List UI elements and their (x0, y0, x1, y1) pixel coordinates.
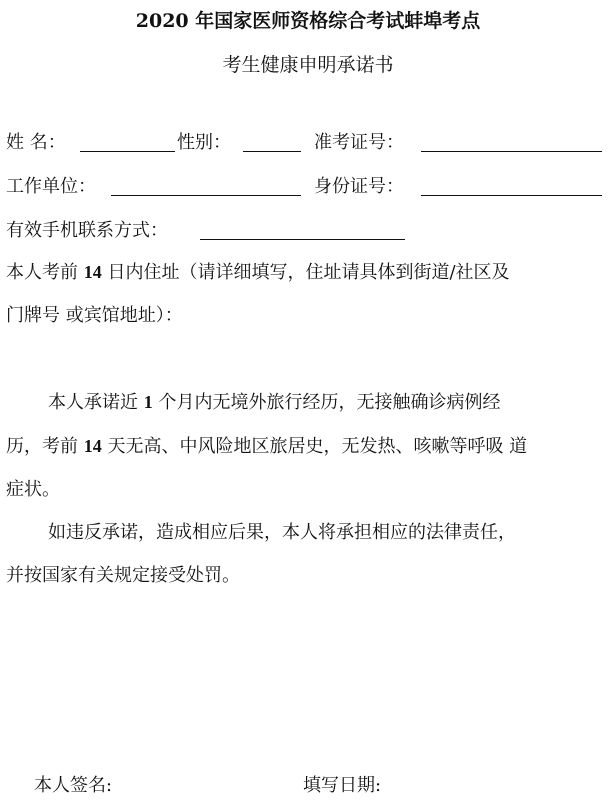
id-no-blank[interactable] (421, 177, 602, 196)
document-title-line1: 2020 年国家医师资格综合考试蚌埠考点 (135, 10, 481, 32)
gender-blank[interactable] (243, 133, 301, 152)
name-label: 姓 名： (6, 132, 66, 153)
address-suffix: 日内住址（请详细填写，住址请具体到街道/社区及 (101, 262, 510, 283)
name-blank[interactable] (80, 133, 175, 152)
pledge-line1-suffix: 个月内无境外旅行经历，无接触确诊病例经 (152, 392, 501, 413)
field-row-name (6, 130, 66, 156)
pledge-line1 (48, 389, 500, 416)
exam-no-label: 准考证号： (314, 132, 404, 153)
work-unit-label: 工作单位： (6, 176, 96, 197)
phone-blank[interactable] (200, 221, 405, 240)
pledge-line2-prefix: 历，考前 (6, 436, 84, 457)
pledge-line2 (6, 433, 527, 460)
phone-label: 有效手机联系方式： (6, 220, 168, 241)
gender-label: 性别： (177, 132, 231, 153)
pledge-line1-prefix: 本人承诺近 (48, 392, 144, 413)
date-label: 填写日期: (303, 775, 382, 796)
work-unit-blank[interactable] (111, 177, 301, 196)
address-days: 14 (83, 262, 102, 282)
violation-line2: 并按国家有关规定接受处罚。 (6, 565, 240, 586)
pledge-line2-suffix: 天无高、中风险地区旅居史，无发热、咳嗽等呼吸 道 (101, 436, 528, 457)
address-line1 (6, 259, 510, 286)
document-title-line2: 考生健康申明承诺书 (222, 54, 394, 76)
violation-line1: 如违反承诺，造成相应后果，本人将承担相应的法律责任， (48, 522, 516, 543)
address-line2: 门牌号 或宾馆地址）： (6, 305, 183, 326)
id-no-label: 身份证号： (314, 176, 404, 197)
pledge-line2-num: 14 (83, 436, 102, 456)
address-prefix: 本人考前 (6, 262, 84, 283)
exam-no-blank[interactable] (421, 133, 602, 152)
pledge-line3: 症状。 (6, 479, 60, 500)
signature-label: 本人签名: (34, 775, 113, 796)
pledge-line1-num: 1 (143, 392, 153, 412)
